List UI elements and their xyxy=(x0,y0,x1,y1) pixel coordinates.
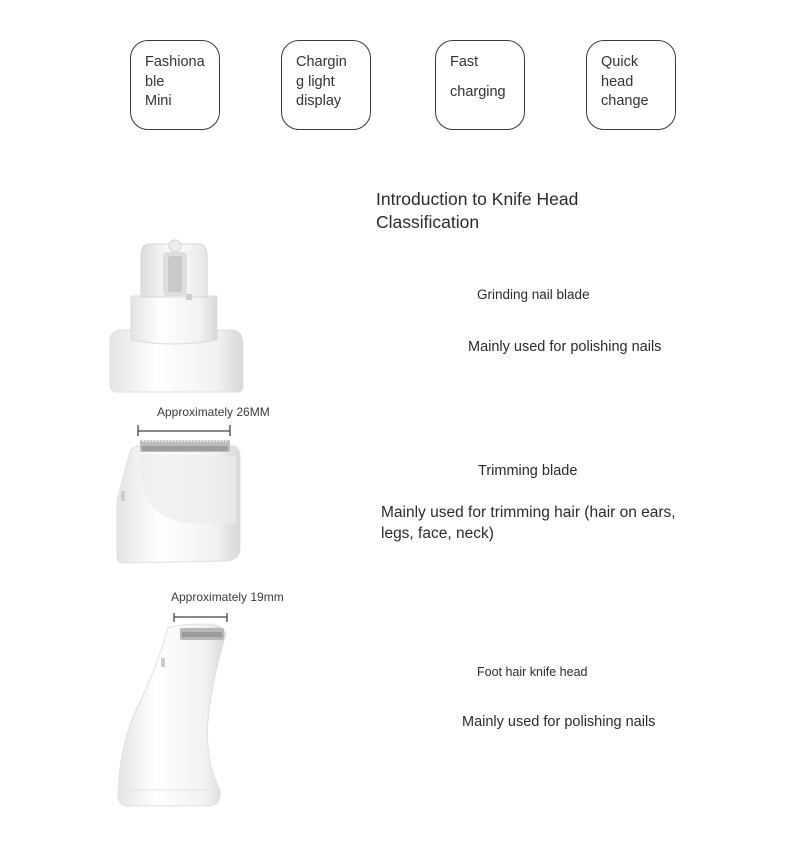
trimming-blade-name: Trimming blade xyxy=(478,463,578,479)
foot-hair-knife-head-image xyxy=(118,613,227,806)
trimming-blade-description: Mainly used for trimming hair (hair on ears, legs, face, neck) xyxy=(381,504,676,542)
feature-text-line: Fast xyxy=(450,54,479,70)
feature-text-line: change xyxy=(601,93,649,109)
feature-text-line: ble xyxy=(145,73,165,90)
feature-text-line: g light xyxy=(296,73,335,90)
feature-text-line: Fashiona xyxy=(145,54,205,70)
measurement-label-19mm: Approximately 19mm xyxy=(171,590,284,604)
section-title: Introduction to Knife Head Classification xyxy=(376,189,579,232)
feature-text-line: Quick xyxy=(601,54,639,70)
grinding-nail-head-image xyxy=(110,240,243,392)
feature-text-line: display xyxy=(296,93,342,109)
feature-text-line: Mini xyxy=(145,93,172,109)
measurement-label-26mm: Approximately 26MM xyxy=(157,405,270,419)
grinding-nail-blade-description: Mainly used for polishing nails xyxy=(468,339,662,355)
measurement-bracket xyxy=(174,613,227,622)
feature-text-line: Chargin xyxy=(296,54,347,70)
foot-hair-knife-head-description: Mainly used for polishing nails xyxy=(462,714,656,730)
feature-text-line: charging xyxy=(450,83,506,100)
trimming-blade-image xyxy=(117,425,240,563)
grinding-nail-blade-name: Grinding nail blade xyxy=(477,287,590,302)
foot-hair-knife-head-name: Foot hair knife head xyxy=(477,665,588,679)
feature-text-line: head xyxy=(601,73,634,90)
measurement-bracket xyxy=(138,425,230,436)
